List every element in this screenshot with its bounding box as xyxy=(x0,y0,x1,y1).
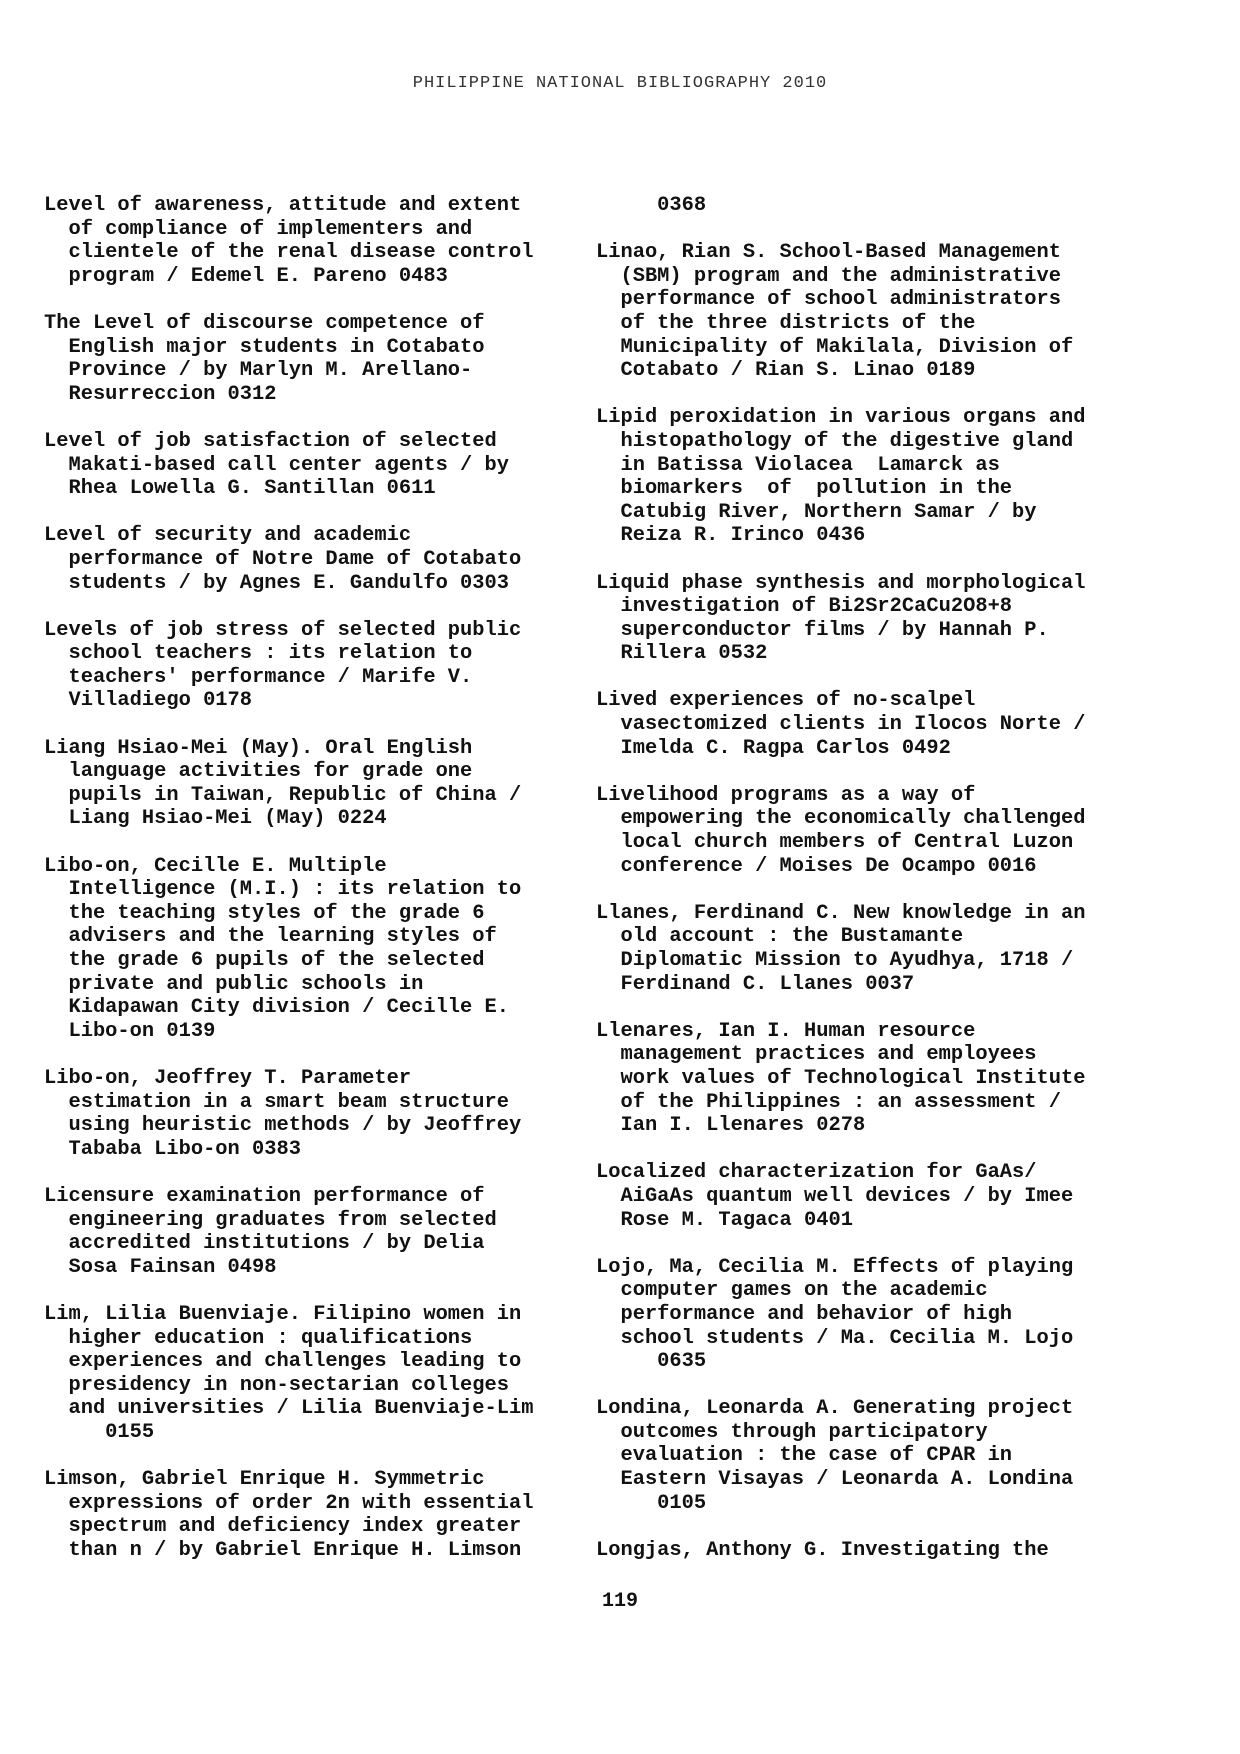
bibliography-entry: 0368 xyxy=(596,194,707,217)
page-number: 119 xyxy=(601,1590,638,1613)
bibliography-entry: Liang Hsiao-Mei (May). Oral English language activities for grade one pupils in Taiwan, Republic of China / Liang Hsiao-Mei (May) 0224 xyxy=(44,736,522,831)
bibliography-entry: Lipid peroxidation in various organs and histopathology of the digestive gland in Batissa Violacea Lamarck as biomarkers of pollution in the Catubig River, Northern Samar / by Reiza R. Irinco 0436 xyxy=(596,406,1086,548)
bibliography-entry: Llanes, Ferdinand C. New knowledge in an old account : the Bustamante Diplomatic Mission to Ayudhya, 1718 / Ferdinand C. Llanes 0037 xyxy=(596,901,1086,996)
bibliography-entry: Liquid phase synthesis and morphological investigation of Bi2Sr2CaCu2O8+8 superconductor films / by Hannah P. Rillera 0532 xyxy=(596,571,1086,666)
bibliography-entry: Level of awareness, attitude and extent of compliance of implementers and clientele of the renal disease control program / Edemel E. Pareno 0483 xyxy=(44,194,534,288)
running-head: PHILIPPINE NATIONAL BIBLIOGRAPHY 2010 xyxy=(412,74,828,93)
bibliography-entry: Linao, Rian S. School-Based Management (SBM) program and the administrative performance of school administrators of the three districts of the Municipality of Makilala, Division of Cotabato / Rian S. Linao 0189 xyxy=(596,241,1074,383)
bibliography-entry: Libo-on, Cecille E. Multiple Intelligence (M.I.) : its relation to the teaching styles of the grade 6 advisers and the learning styles of the grade 6 pupils of the selected private and public schools in Kidapawan City division / Cecille E. Libo-on 0139 xyxy=(44,854,522,1043)
bibliography-entry: Llenares, Ian I. Human resource management practices and employees work values of Technological Institute of the Philippines : an assessment / Ian I. Llenares 0278 xyxy=(596,1019,1086,1138)
left-column xyxy=(44,194,574,1586)
bibliography-entry: Lojo, Ma, Cecilia M. Effects of playing computer games on the academic performance and behavior of high school students / Ma. Cecilia M. Lojo 0635 xyxy=(596,1255,1074,1374)
bibliography-entry: Level of job satisfaction of selected Makati-based call center agents / by Rhea Lowella G. Santillan 0611 xyxy=(44,429,509,501)
bibliography-entry: Lived experiences of no-scalpel vasectomized clients in Ilocos Norte / Imelda C. Ragpa Carlos 0492 xyxy=(596,689,1086,760)
bibliography-entry: The Level of discourse competence of English major students in Cotabato Province / by Marlyn M. Arellano- Resurreccion 0312 xyxy=(44,311,485,406)
bibliography-entry: Localized characterization for GaAs/ AiGaAs quantum well devices / by Imee Rose M. Tagaca 0401 xyxy=(596,1161,1074,1232)
bibliography-entry: Lim, Lilia Buenviaje. Filipino women in higher education : qualifications experiences and challenges leading to presidency in non-sectarian colleges and universities / Lilia Buenviaje-Lim 0155 xyxy=(44,1302,534,1444)
bibliography-entry: Limson, Gabriel Enrique H. Symmetric expressions of order 2n with essential spectrum and deficiency index greater than n / by Gabriel Enrique H. Limson xyxy=(44,1468,534,1562)
right-column xyxy=(596,194,1126,1586)
bibliography-entry: Licensure examination performance of engineering graduates from selected accredited institutions / by Delia Sosa Fainsan 0498 xyxy=(44,1184,497,1279)
bibliography-entry: Longjas, Anthony G. Investigating the xyxy=(596,1538,1049,1562)
bibliography-entry: Livelihood programs as a way of empowering the economically challenged local church members of Central Luzon conference / Moises De Ocampo 0016 xyxy=(596,783,1086,878)
bibliography-entry: Londina, Leonarda A. Generating project outcomes through participatory evaluation : the case of CPAR in Eastern Visayas / Leonarda A. Londina 0105 xyxy=(596,1397,1074,1515)
bibliography-entry: Level of security and academic performance of Notre Dame of Cotabato students / by Agnes E. Gandulfo 0303 xyxy=(44,524,522,595)
bibliography-entry: Levels of job stress of selected public school teachers : its relation to teachers' performance / Marife V. Villadiego 0178 xyxy=(44,618,522,713)
bibliography-entry: Libo-on, Jeoffrey T. Parameter estimation in a smart beam structure using heuristic methods / by Jeoffrey Tababa Libo-on 0383 xyxy=(44,1066,522,1161)
